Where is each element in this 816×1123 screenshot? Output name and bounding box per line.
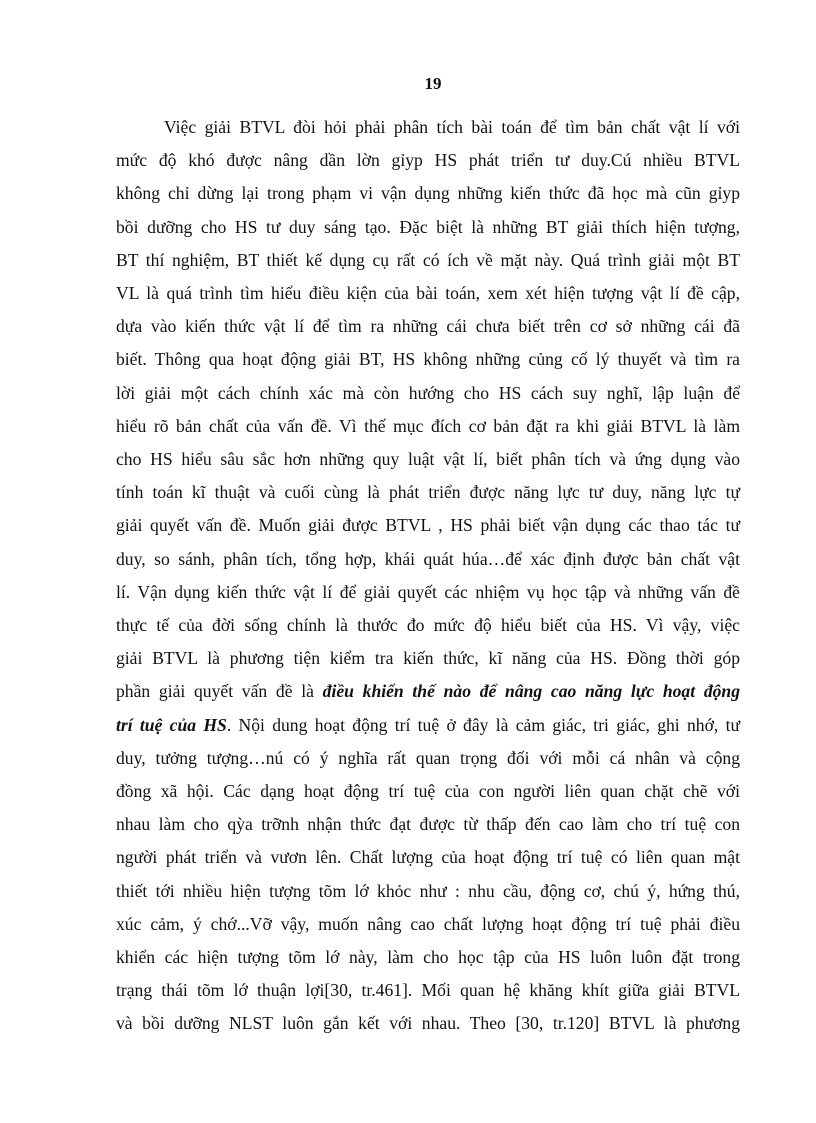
text-line: thiết tới nhiều hiện tượng tõm lớ khỏc như : nhu cầu, động cơ, chú ý, hứng thú,	[116, 880, 740, 901]
text-segment: phần giải quyết vấn đề là	[116, 681, 323, 702]
text-segment: . Nội dung hoạt động trí tuệ ở đây là cảm giác, tri giác, ghi nhớ, tư	[226, 714, 740, 735]
text-line: Việc giải BTVL đòi hỏi phải phân tích bài toán để tìm bản chất vật lí với	[164, 117, 740, 137]
text-line: trạng thái tõm lớ thuận lợi[30, tr.461]. Mối quan hệ khăng khít giữa giải BTVL	[116, 980, 740, 1001]
text-line: mức độ khó được nâng dần lờn gỉyp HS phát triển tư duy.Cú nhiều BTVL	[116, 150, 740, 171]
text-line	[116, 710, 740, 740]
text-line: hiểu rõ bản chất của vấn đề. Vì thế mục đích cơ bản đặt ra khi giải BTVL là làm	[116, 415, 740, 436]
text-line: khiển các hiện tượng tõm lớ này, làm cho học tập của HS luôn luôn đặt trong	[116, 947, 740, 967]
text-line: và bồi dưỡng NLST luôn gắn kết với nhau. Theo [30, tr.120] BTVL là phương	[116, 1013, 740, 1034]
text-line: thực tế của đời sống chính là thước đo mức độ hiểu biết của HS. Vì vậy, việc	[116, 615, 740, 635]
text-line: dựa vào kiến thức vật lí để tìm ra những cái chưa biết trên cơ sở những cái đã	[116, 316, 740, 337]
text-line: duy, tưởng tượng…nú có ý nghĩa rất quan trọng đối với mỗi cá nhân và cộng	[116, 747, 740, 768]
text-line: biết. Thông qua hoạt động giải BT, HS không những củng cố lý thuyết và tìm ra	[116, 349, 740, 370]
text-line: lí. Vận dụng kiến thức vật lí để giải quyết các nhiệm vụ học tập và những vấn đề	[116, 581, 740, 602]
text-line: giải BTVL là phương tiện kiểm tra kiến thức, kĩ năng của HS. Đồng thời góp	[116, 648, 740, 669]
text-line: đồng xã hội. Các dạng hoạt động trí tuệ của con người liên quan chặt chẽ với	[116, 781, 740, 801]
text-line: BT thí nghiệm, BT thiết kế dụng cụ rất có ích về mặt này. Quá trình giải một BT	[116, 249, 740, 270]
text-line: duy, so sánh, phân tích, tổng hợp, khái quát húa…để xác định được bản chất vật	[116, 548, 740, 569]
emphasized-text: trí tuệ của HS	[116, 714, 227, 735]
text-line: giải quyết vấn đề. Muốn giải được BTVL , HS phải biết vận dụng các thao tác tư	[116, 515, 740, 536]
emphasized-text: điều khiển thế nào để nâng cao năng lực hoạt động	[322, 681, 741, 702]
text-line: lời giải một cách chính xác mà còn hướng cho HS cách suy nghĩ, lập luận để	[116, 382, 740, 403]
page-number: 19	[424, 74, 442, 93]
text-line	[116, 676, 740, 706]
text-line: không chỉ dừng lại trong phạm vi vận dụng những kiến thức đã học mà cũn gỉyp	[116, 183, 740, 204]
text-line: người phát triển và vươn lên. Chất lượng của hoạt động trí tuệ có liên quan mật	[116, 847, 740, 868]
text-line: tính toán kĩ thuật và cuối cùng là phát triển được năng lực tư duy, năng lực tự	[116, 482, 740, 503]
text-line: VL là quá trình tìm hiểu điều kiện của bài toán, xem xét hiện tượng vật lí đề cập,	[116, 283, 740, 303]
text-line: bồi dưỡng cho HS tư duy sáng tạo. Đặc biệt là những BT giải thích hiện tượng,	[116, 216, 740, 237]
text-line: cho HS hiểu sâu sắc hơn những quy luật vật lí, biết phân tích và ứng dụng vào	[116, 449, 740, 469]
text-line: nhau làm cho qỳa trỡnh nhận thức đạt được từ thấp đến cao làm cho trí tuệ con	[116, 814, 740, 835]
text-line: xúc cảm, ý chớ...Vỡ vậy, muốn nâng cao chất lượng hoạt động trí tuệ phải điều	[116, 913, 740, 934]
